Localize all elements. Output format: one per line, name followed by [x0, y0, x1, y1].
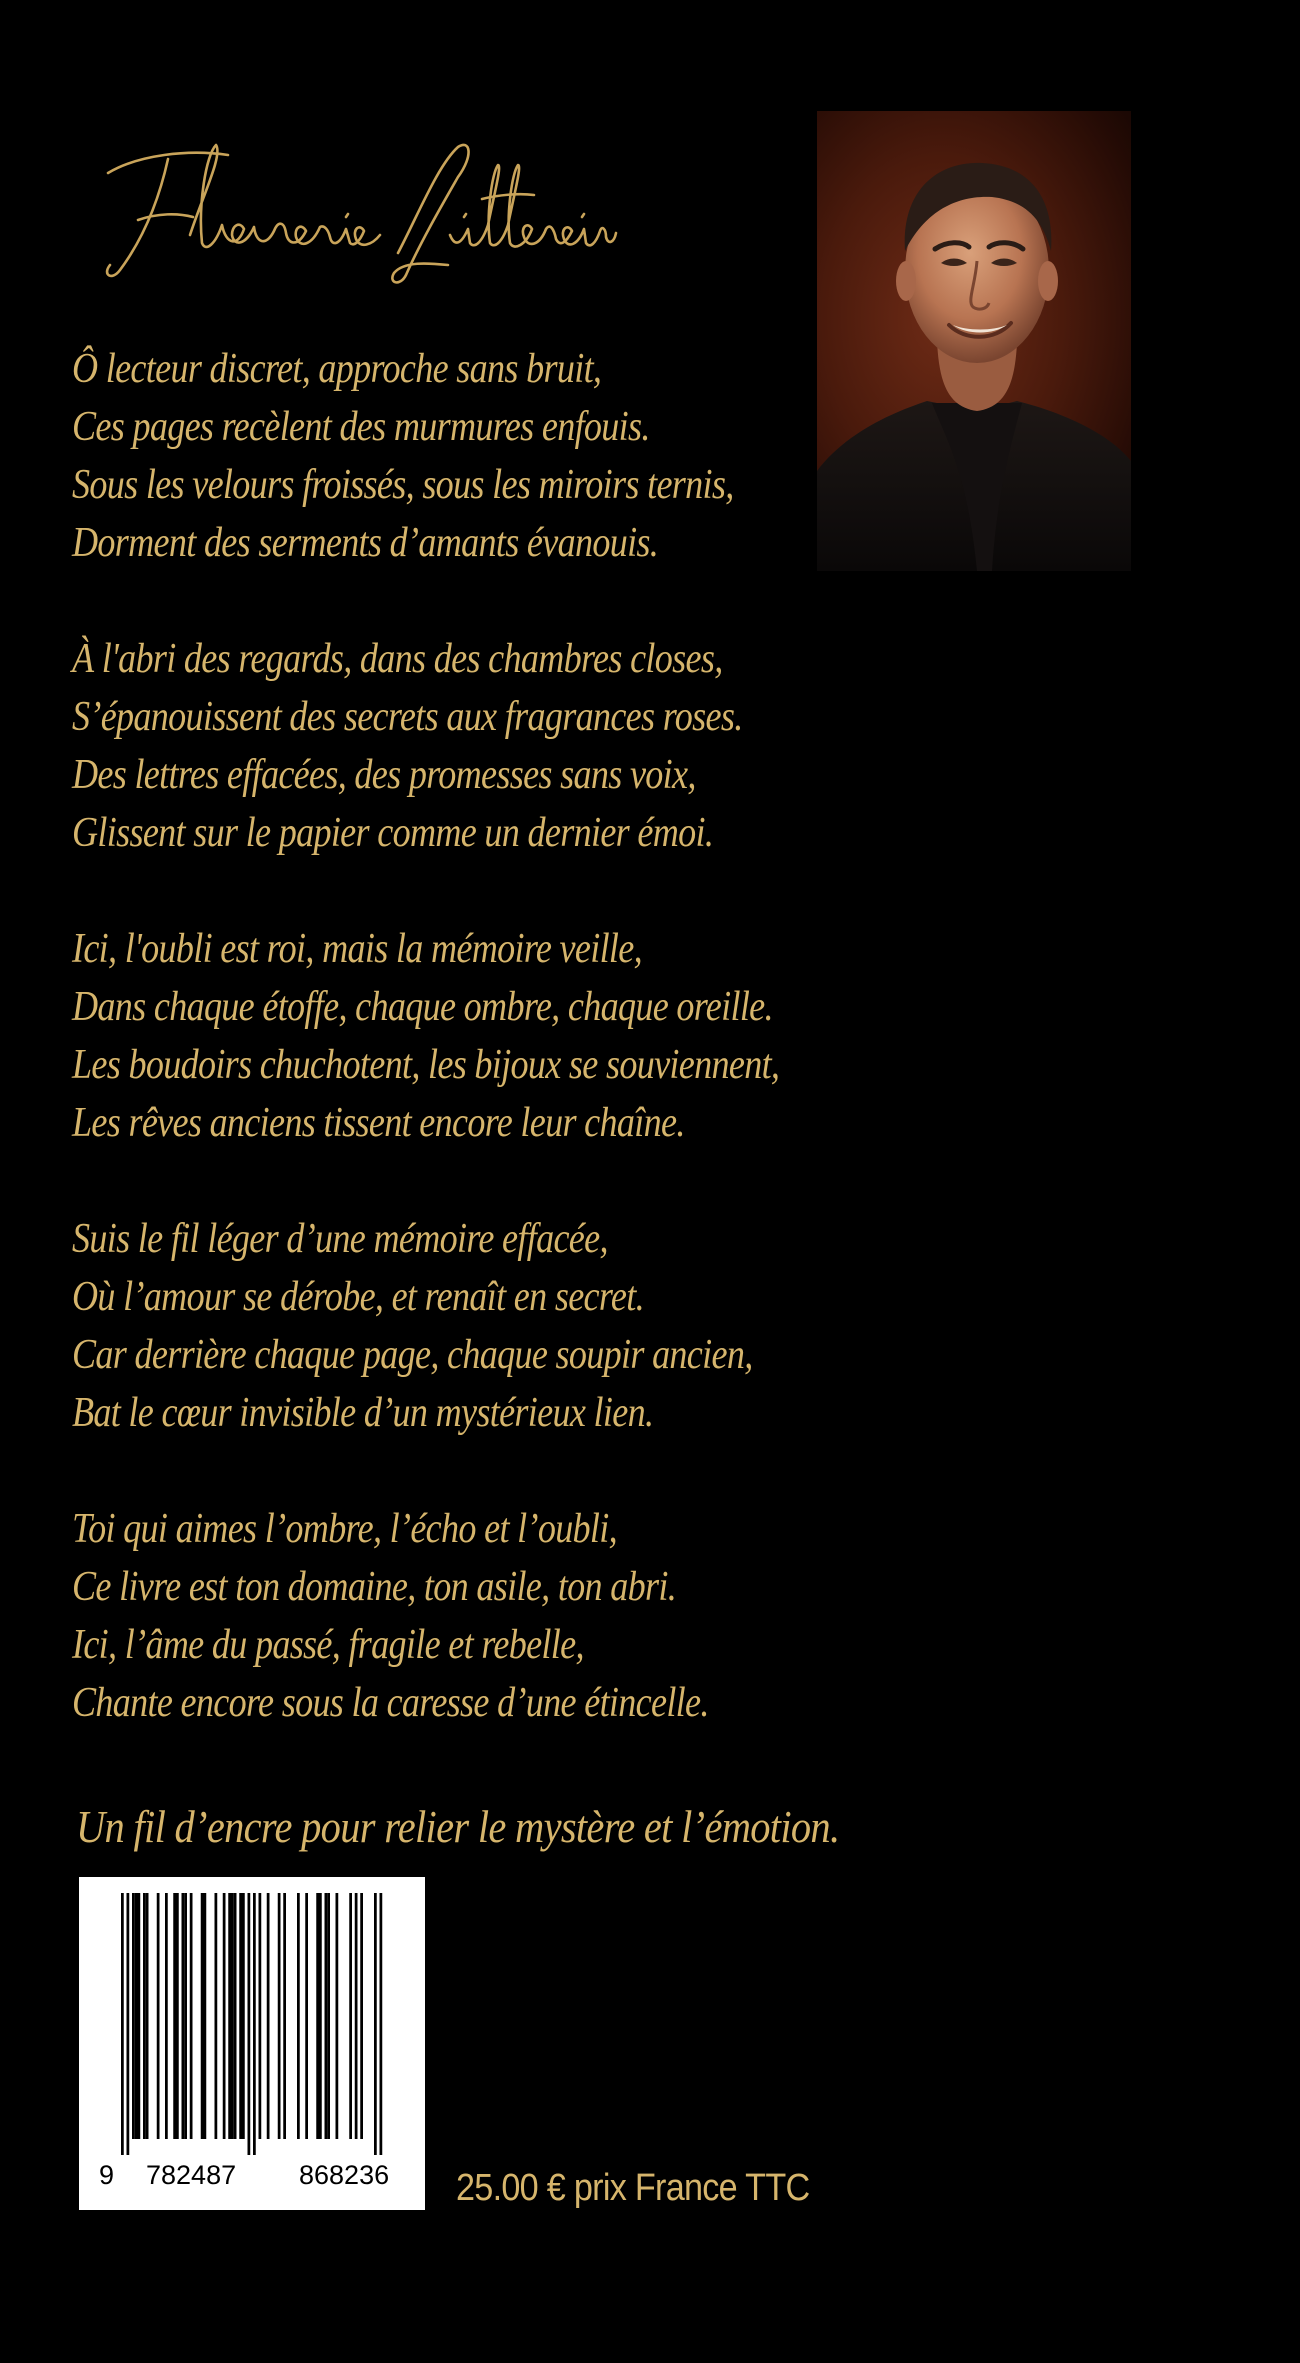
barcode-bar	[228, 1893, 231, 2139]
barcode-bar	[259, 1893, 262, 2139]
barcode-bar	[132, 1893, 135, 2139]
poem-line: Des lettres effacées, des promesses sans voix,	[72, 752, 696, 798]
isbn-digit-group: 9	[99, 2160, 115, 2190]
barcode-bar	[239, 1893, 242, 2139]
barcode-bar	[360, 1893, 363, 2139]
barcode-bar	[283, 1893, 286, 2139]
poem-line: Bat le cœur invisible d’un mystérieux lien.	[72, 1390, 654, 1436]
poem-line: Les boudoirs chuchotent, les bijoux se souviennent,	[72, 1042, 780, 1088]
barcode-bar	[234, 1893, 237, 2139]
poem-stanza	[72, 1500, 794, 1732]
barcode-bar	[374, 1893, 377, 2155]
barcode-bar	[182, 1893, 185, 2139]
poem-line: Car derrière chaque page, chaque soupir ancien,	[72, 1332, 753, 1378]
barcode-bar	[190, 1893, 193, 2139]
poem-line: Les rêves anciens tissent encore leur chaîne.	[72, 1100, 685, 1146]
barcode-bar	[242, 1893, 245, 2139]
barcode-bar	[349, 1893, 352, 2139]
barcode-bar	[248, 1893, 251, 2155]
poem-line: Sous les velours froissés, sous les miroirs ternis,	[72, 462, 734, 508]
author-portrait	[817, 111, 1131, 571]
barcode-bar	[146, 1893, 149, 2139]
poem-line: Dorment des serments d’amants évanouis.	[72, 520, 659, 566]
poem-line: À l'abri des regards, dans des chambres closes,	[72, 636, 723, 682]
barcode-bar	[380, 1893, 383, 2155]
barcode-bar	[135, 1893, 138, 2139]
isbn-digit-group: 782487	[146, 2160, 237, 2190]
barcode-bar	[204, 1893, 207, 2139]
poem-stanza	[72, 630, 794, 862]
barcode-bar	[143, 1893, 146, 2139]
barcode-bar	[121, 1893, 124, 2155]
tagline: Un fil d’encre pour relier le mystère et l’émotion.	[76, 1801, 840, 1852]
poem-line: Toi qui aimes l’ombre, l’écho et l’oubli,	[72, 1506, 617, 1552]
barcode-bar	[355, 1893, 358, 2139]
poem-line: Ces pages recèlent des murmures enfouis.	[72, 404, 650, 450]
isbn-barcode	[79, 1877, 425, 2210]
barcode-bar	[165, 1893, 168, 2139]
barcode-bar	[305, 1893, 308, 2139]
poem-stanza	[72, 1210, 794, 1442]
poem-line: S’épanouissent des secrets aux fragrances roses.	[72, 694, 743, 740]
barcode-bar	[278, 1893, 281, 2139]
poem-line: Ce livre est ton domaine, ton asile, ton abri.	[72, 1564, 677, 1610]
poem-line: Chante encore sous la caresse d’une étincelle.	[72, 1680, 709, 1726]
brand-script-title	[98, 125, 618, 305]
isbn-digit-group: 868236	[299, 2160, 390, 2190]
poem	[72, 340, 794, 1790]
price-label: 25.00 € prix France TTC	[456, 2167, 810, 2209]
poem-line: Ici, l'oubli est roi, mais la mémoire veille,	[72, 926, 642, 972]
poem-line: Ici, l’âme du passé, fragile et rebelle,	[72, 1622, 584, 1668]
barcode-bar	[336, 1893, 339, 2139]
barcode-bar	[173, 1893, 176, 2139]
barcode-bar	[138, 1893, 141, 2139]
barcode-bar	[327, 1893, 330, 2139]
barcode-bar	[157, 1893, 160, 2139]
poem-line: Ô lecteur discret, approche sans bruit,	[72, 346, 602, 392]
barcode-bar	[319, 1893, 322, 2139]
barcode-bar	[231, 1893, 234, 2139]
barcode-bar	[127, 1893, 130, 2155]
poem-line: Glissent sur le papier comme un dernier émoi.	[72, 810, 714, 856]
barcode-bar	[201, 1893, 204, 2139]
barcode-bar	[223, 1893, 226, 2139]
barcode-bar	[325, 1893, 328, 2139]
poem-stanza	[72, 340, 794, 572]
isbn-digits	[79, 2160, 425, 2200]
barcode-bars	[79, 1877, 425, 2160]
barcode-bar	[176, 1893, 179, 2139]
barcode-bar	[297, 1893, 300, 2139]
poem-line: Où l’amour se dérobe, et renaît en secret.	[72, 1274, 644, 1320]
poem-line: Suis le fil léger d’une mémoire effacée,	[72, 1216, 608, 1262]
poem-line: Dans chaque étoffe, chaque ombre, chaque oreille.	[72, 984, 773, 1030]
barcode-bar	[267, 1893, 270, 2139]
poem-stanza	[72, 920, 794, 1152]
barcode-bar	[215, 1893, 218, 2139]
barcode-bar	[253, 1893, 256, 2155]
barcode-bar	[316, 1893, 319, 2139]
barcode-bar	[184, 1893, 187, 2139]
